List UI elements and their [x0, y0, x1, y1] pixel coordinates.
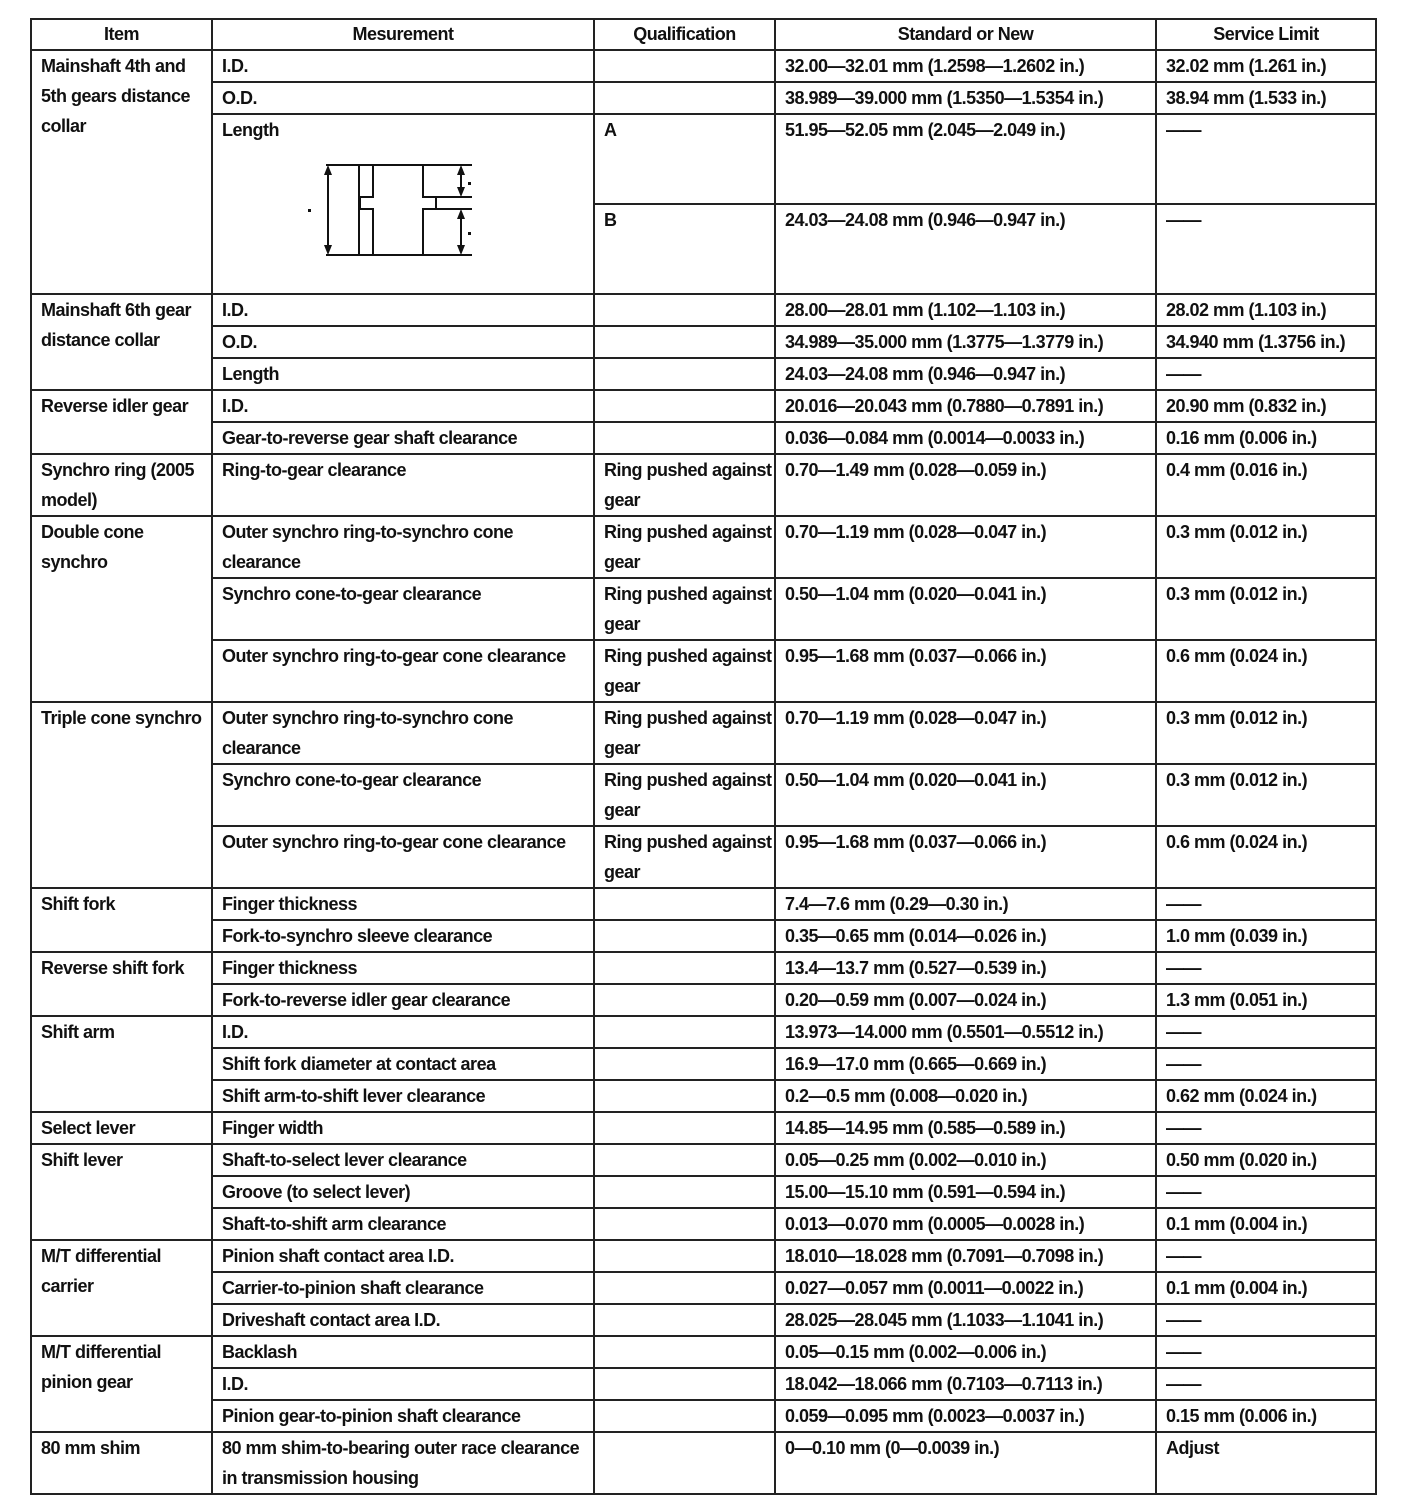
table-row [31, 1336, 1376, 1368]
measurement-cell: Backlash [212, 1336, 594, 1368]
standard-cell: 0.70—1.49 mm (0.028—0.059 in.) [775, 454, 1156, 516]
standard-cell: 13.4—13.7 mm (0.527—0.539 in.) [775, 952, 1156, 984]
measurement-cell: Ring-to-gear clearance [212, 454, 594, 516]
measurement-cell: Outer synchro ring-to-synchro cone clearance [212, 516, 594, 578]
item-cell: Select lever [31, 1112, 212, 1144]
service-limit-cell: —— [1156, 1336, 1376, 1368]
qualification-cell [594, 1336, 775, 1368]
measurement-cell: Outer synchro ring-to-synchro cone clearance [212, 702, 594, 764]
measurement-label: Length [222, 120, 279, 140]
standard-cell: 0.95—1.68 mm (0.037—0.066 in.) [775, 640, 1156, 702]
table-row [31, 640, 1376, 702]
table-row [31, 1272, 1376, 1304]
measurement-cell: Finger thickness [212, 952, 594, 984]
service-limit-cell: —— [1156, 358, 1376, 390]
table-row [31, 1304, 1376, 1336]
table-row [31, 1080, 1376, 1112]
measurement-cell: Driveshaft contact area I.D. [212, 1304, 594, 1336]
measurement-cell-length [212, 114, 594, 294]
table-row [31, 422, 1376, 454]
measurement-cell: O.D. [212, 82, 594, 114]
table-row [31, 1048, 1376, 1080]
qualification-cell [594, 422, 775, 454]
standard-cell: 34.989—35.000 mm (1.3775—1.3779 in.) [775, 326, 1156, 358]
service-limit-cell: —— [1156, 204, 1376, 294]
service-limit-cell: 1.3 mm (0.051 in.) [1156, 984, 1376, 1016]
qualification-cell [594, 390, 775, 422]
table-row [31, 1432, 1376, 1494]
table-row [31, 578, 1376, 640]
service-limit-cell: —— [1156, 1176, 1376, 1208]
header-qualification: Qualification [594, 19, 775, 50]
qualification-cell: Ring pushed against gear [594, 702, 775, 764]
collar-diagram [303, 155, 493, 265]
standard-cell: 0.05—0.25 mm (0.002—0.010 in.) [775, 1144, 1156, 1176]
table-row [31, 294, 1376, 326]
item-cell: Shift fork [31, 888, 212, 952]
qualification-cell [594, 1240, 775, 1272]
item-cell: Synchro ring (2005 model) [31, 454, 212, 516]
measurement-cell: Pinion shaft contact area I.D. [212, 1240, 594, 1272]
qualification-cell: A [594, 114, 775, 204]
item-cell: Reverse shift fork [31, 952, 212, 1016]
item-cell: Double cone synchro [31, 516, 212, 702]
item-cell: Mainshaft 6th gear distance collar [31, 294, 212, 390]
measurement-cell: 80 mm shim-to-bearing outer race clearance in transmission housing [212, 1432, 594, 1494]
service-limit-cell: 0.3 mm (0.012 in.) [1156, 516, 1376, 578]
qualification-cell: Ring pushed against gear [594, 764, 775, 826]
table-row [31, 358, 1376, 390]
service-limit-cell: 0.1 mm (0.004 in.) [1156, 1208, 1376, 1240]
standard-cell: 0.95—1.68 mm (0.037—0.066 in.) [775, 826, 1156, 888]
standard-cell: 0.50—1.04 mm (0.020—0.041 in.) [775, 764, 1156, 826]
service-limit-cell: 0.62 mm (0.024 in.) [1156, 1080, 1376, 1112]
table-row [31, 1208, 1376, 1240]
table-row [31, 888, 1376, 920]
qualification-cell [594, 1016, 775, 1048]
qualification-cell: B [594, 204, 775, 294]
table-row [31, 702, 1376, 764]
measurement-cell: O.D. [212, 326, 594, 358]
qualification-cell [594, 50, 775, 82]
header-standard: Standard or New [775, 19, 1156, 50]
standard-cell: 20.016—20.043 mm (0.7880—0.7891 in.) [775, 390, 1156, 422]
qualification-cell [594, 82, 775, 114]
qualification-cell: Ring pushed against gear [594, 826, 775, 888]
specifications-table [30, 18, 1377, 1495]
qualification-cell [594, 1400, 775, 1432]
service-limit-cell: 34.940 mm (1.3756 in.) [1156, 326, 1376, 358]
measurement-cell: I.D. [212, 1016, 594, 1048]
qualification-cell: Ring pushed against gear [594, 578, 775, 640]
table-row [31, 826, 1376, 888]
item-cell: Mainshaft 4th and 5th gears distance collar [31, 50, 212, 294]
qualification-cell [594, 1144, 775, 1176]
standard-cell: 38.989—39.000 mm (1.5350—1.5354 in.) [775, 82, 1156, 114]
service-limit-cell: 0.3 mm (0.012 in.) [1156, 702, 1376, 764]
standard-cell: 0.35—0.65 mm (0.014—0.026 in.) [775, 920, 1156, 952]
measurement-cell: Length [212, 358, 594, 390]
service-limit-cell: 0.1 mm (0.004 in.) [1156, 1272, 1376, 1304]
item-cell: Shift arm [31, 1016, 212, 1112]
service-limit-cell: —— [1156, 888, 1376, 920]
table-row [31, 454, 1376, 516]
table-row [31, 1240, 1376, 1272]
service-limit-cell: 1.0 mm (0.039 in.) [1156, 920, 1376, 952]
table-row [31, 764, 1376, 826]
standard-cell: 51.95—52.05 mm (2.045—2.049 in.) [775, 114, 1156, 204]
standard-cell: 15.00—15.10 mm (0.591—0.594 in.) [775, 1176, 1156, 1208]
measurement-cell: Pinion gear-to-pinion shaft clearance [212, 1400, 594, 1432]
standard-cell: 13.973—14.000 mm (0.5501—0.5512 in.) [775, 1016, 1156, 1048]
item-cell: Shift lever [31, 1144, 212, 1240]
measurement-cell: Synchro cone-to-gear clearance [212, 578, 594, 640]
standard-cell: 24.03—24.08 mm (0.946—0.947 in.) [775, 358, 1156, 390]
standard-cell: 0—0.10 mm (0—0.0039 in.) [775, 1432, 1156, 1494]
standard-cell: 18.042—18.066 mm (0.7103—0.7113 in.) [775, 1368, 1156, 1400]
standard-cell: 24.03—24.08 mm (0.946—0.947 in.) [775, 204, 1156, 294]
standard-cell: 0.027—0.057 mm (0.0011—0.0022 in.) [775, 1272, 1156, 1304]
header-row [31, 19, 1376, 50]
measurement-cell: Fork-to-reverse idler gear clearance [212, 984, 594, 1016]
qualification-cell [594, 1272, 775, 1304]
table-row [31, 952, 1376, 984]
measurement-cell: Finger width [212, 1112, 594, 1144]
measurement-cell: Fork-to-synchro sleeve clearance [212, 920, 594, 952]
table-row [31, 326, 1376, 358]
table-row [31, 1400, 1376, 1432]
service-limit-cell: —— [1156, 1240, 1376, 1272]
table-row [31, 984, 1376, 1016]
measurement-cell: I.D. [212, 1368, 594, 1400]
qualification-cell [594, 294, 775, 326]
standard-cell: 0.20—0.59 mm (0.007—0.024 in.) [775, 984, 1156, 1016]
service-limit-cell: 20.90 mm (0.832 in.) [1156, 390, 1376, 422]
standard-cell: 0.013—0.070 mm (0.0005—0.0028 in.) [775, 1208, 1156, 1240]
table-row [31, 50, 1376, 82]
qualification-cell [594, 1080, 775, 1112]
table-row [31, 1112, 1376, 1144]
item-cell: 80 mm shim [31, 1432, 212, 1494]
standard-cell: 0.036—0.084 mm (0.0014—0.0033 in.) [775, 422, 1156, 454]
standard-cell: 28.00—28.01 mm (1.102—1.103 in.) [775, 294, 1156, 326]
measurement-cell: Outer synchro ring-to-gear cone clearance [212, 826, 594, 888]
measurement-cell: I.D. [212, 390, 594, 422]
qualification-cell [594, 1176, 775, 1208]
qualification-cell [594, 358, 775, 390]
table-row [31, 1016, 1376, 1048]
qualification-cell [594, 1048, 775, 1080]
service-limit-cell: —— [1156, 1112, 1376, 1144]
standard-cell: 16.9—17.0 mm (0.665—0.669 in.) [775, 1048, 1156, 1080]
standard-cell: 18.010—18.028 mm (0.7091—0.7098 in.) [775, 1240, 1156, 1272]
table-row [31, 1176, 1376, 1208]
service-limit-cell: —— [1156, 1304, 1376, 1336]
standard-cell: 0.70—1.19 mm (0.028—0.047 in.) [775, 702, 1156, 764]
service-limit-cell: 32.02 mm (1.261 in.) [1156, 50, 1376, 82]
measurement-cell: Gear-to-reverse gear shaft clearance [212, 422, 594, 454]
measurement-cell: I.D. [212, 294, 594, 326]
qualification-cell [594, 1368, 775, 1400]
qualification-cell [594, 920, 775, 952]
measurement-cell: Outer synchro ring-to-gear cone clearance [212, 640, 594, 702]
item-cell: M/T differential carrier [31, 1240, 212, 1336]
table-row [31, 516, 1376, 578]
qualification-cell [594, 1112, 775, 1144]
service-limit-cell: —— [1156, 1368, 1376, 1400]
standard-cell: 0.2—0.5 mm (0.008—0.020 in.) [775, 1080, 1156, 1112]
measurement-cell: Shift fork diameter at contact area [212, 1048, 594, 1080]
standard-cell: 0.059—0.095 mm (0.0023—0.0037 in.) [775, 1400, 1156, 1432]
measurement-cell: I.D. [212, 50, 594, 82]
qualification-cell [594, 326, 775, 358]
qualification-cell: Ring pushed against gear [594, 640, 775, 702]
service-limit-cell: —— [1156, 1048, 1376, 1080]
qualification-cell: Ring pushed against gear [594, 516, 775, 578]
measurement-cell: Shaft-to-select lever clearance [212, 1144, 594, 1176]
header-item: Item [31, 19, 212, 50]
standard-cell: 28.025—28.045 mm (1.1033—1.1041 in.) [775, 1304, 1156, 1336]
service-limit-cell: 28.02 mm (1.103 in.) [1156, 294, 1376, 326]
service-limit-cell: 38.94 mm (1.533 in.) [1156, 82, 1376, 114]
header-service-limit: Service Limit [1156, 19, 1376, 50]
standard-cell: 0.05—0.15 mm (0.002—0.006 in.) [775, 1336, 1156, 1368]
item-cell: Reverse idler gear [31, 390, 212, 454]
table-row [31, 114, 1376, 204]
measurement-cell: Groove (to select lever) [212, 1176, 594, 1208]
qualification-cell [594, 1208, 775, 1240]
standard-cell: 14.85—14.95 mm (0.585—0.589 in.) [775, 1112, 1156, 1144]
service-limit-cell: 0.50 mm (0.020 in.) [1156, 1144, 1376, 1176]
qualification-cell [594, 952, 775, 984]
service-limit-cell: 0.16 mm (0.006 in.) [1156, 422, 1376, 454]
qualification-cell [594, 1304, 775, 1336]
table-row [31, 920, 1376, 952]
service-limit-cell: 0.3 mm (0.012 in.) [1156, 578, 1376, 640]
service-limit-cell: —— [1156, 1016, 1376, 1048]
qualification-cell: Ring pushed against gear [594, 454, 775, 516]
measurement-cell: Shaft-to-shift arm clearance [212, 1208, 594, 1240]
standard-cell: 0.50—1.04 mm (0.020—0.041 in.) [775, 578, 1156, 640]
service-limit-cell: 0.6 mm (0.024 in.) [1156, 640, 1376, 702]
table-row [31, 1144, 1376, 1176]
measurement-cell: Carrier-to-pinion shaft clearance [212, 1272, 594, 1304]
qualification-cell [594, 1432, 775, 1494]
measurement-cell: Shift arm-to-shift lever clearance [212, 1080, 594, 1112]
service-limit-cell: 0.3 mm (0.012 in.) [1156, 764, 1376, 826]
standard-cell: 32.00—32.01 mm (1.2598—1.2602 in.) [775, 50, 1156, 82]
service-limit-cell: 0.15 mm (0.006 in.) [1156, 1400, 1376, 1432]
standard-cell: 0.70—1.19 mm (0.028—0.047 in.) [775, 516, 1156, 578]
service-limit-cell: —— [1156, 114, 1376, 204]
standard-cell: 7.4—7.6 mm (0.29—0.30 in.) [775, 888, 1156, 920]
service-limit-cell: —— [1156, 952, 1376, 984]
item-cell: M/T differential pinion gear [31, 1336, 212, 1432]
item-cell: Triple cone synchro [31, 702, 212, 888]
service-limit-cell: Adjust [1156, 1432, 1376, 1494]
table-row [31, 82, 1376, 114]
measurement-cell: Finger thickness [212, 888, 594, 920]
header-measurement: Mesurement [212, 19, 594, 50]
measurement-cell: Synchro cone-to-gear clearance [212, 764, 594, 826]
qualification-cell [594, 888, 775, 920]
qualification-cell [594, 984, 775, 1016]
service-limit-cell: 0.6 mm (0.024 in.) [1156, 826, 1376, 888]
table-row [31, 390, 1376, 422]
table-row [31, 1368, 1376, 1400]
service-limit-cell: 0.4 mm (0.016 in.) [1156, 454, 1376, 516]
